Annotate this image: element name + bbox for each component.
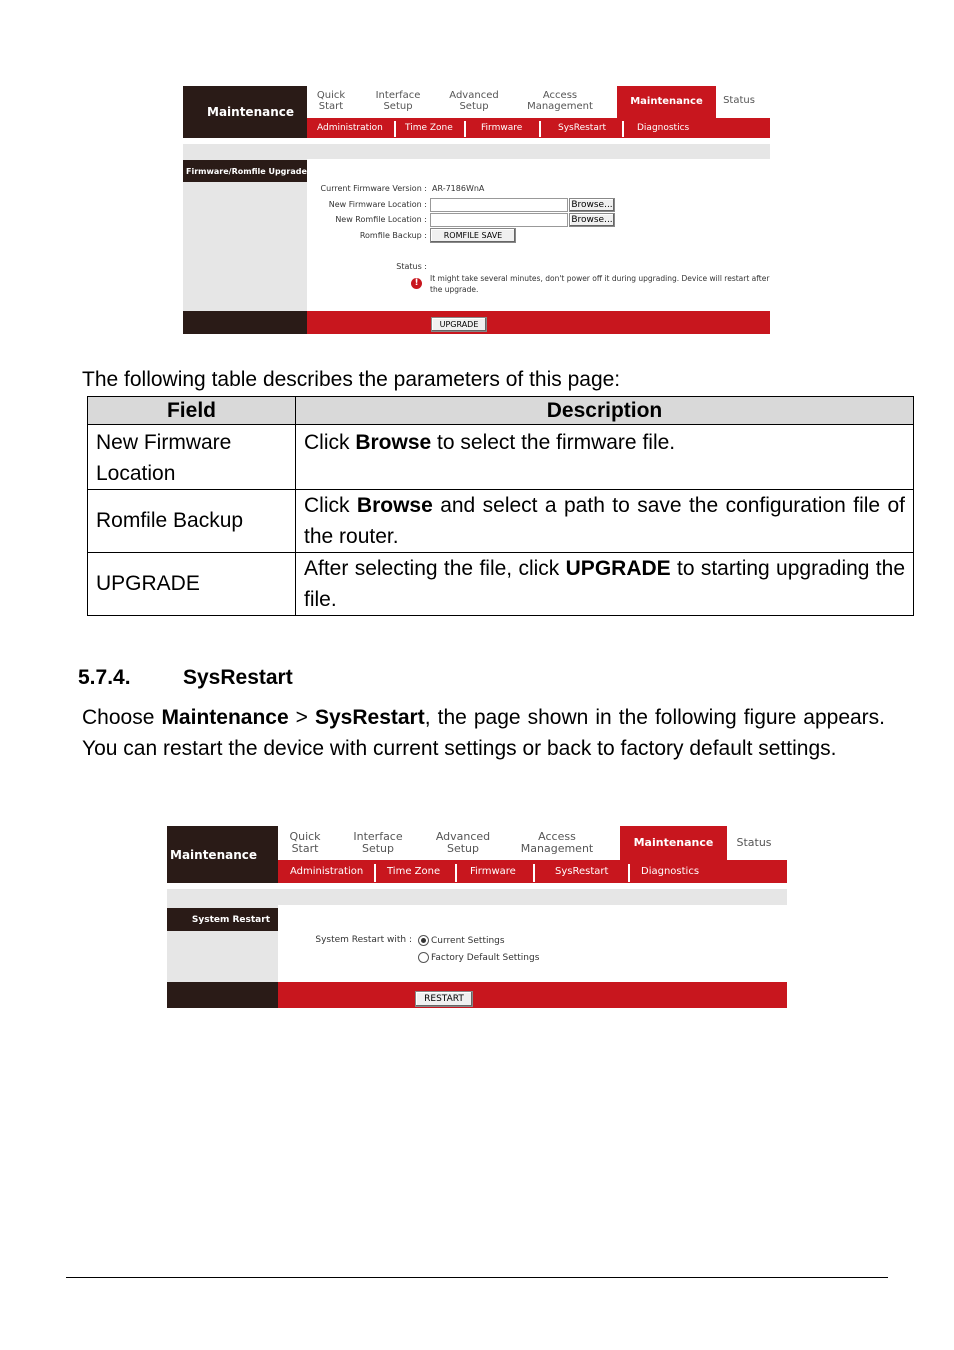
spacer-bar <box>167 889 787 905</box>
desc-text: After selecting the file, click <box>304 557 566 580</box>
status-message-line1: It might take several minutes, don't power off it during upgrading. Device will restart after <box>430 274 770 283</box>
sub-divider <box>533 864 535 882</box>
tab-line1: Access <box>542 90 578 101</box>
footer-bar <box>278 982 787 1008</box>
sub-divider <box>539 121 541 137</box>
restart-button[interactable]: RESTART <box>415 991 473 1007</box>
footer-left <box>167 982 278 1008</box>
tab-interface-setup[interactable] <box>348 831 408 854</box>
tab-line1: Interface <box>353 830 403 843</box>
tab-line2: Start <box>291 841 319 855</box>
para-text: , the page shown in the following figure appears. You can restart the device with current settings or back to factory default settings. <box>82 706 886 760</box>
para-bold: Maintenance <box>161 706 289 729</box>
subtab-administration[interactable]: Administration <box>317 123 383 133</box>
field-line: Location <box>96 462 176 485</box>
tab-line2: Start <box>318 100 344 112</box>
tab-line1: Quick <box>316 90 346 101</box>
header-field: Field <box>88 397 296 425</box>
header-description: Description <box>296 397 914 425</box>
subtab-diagnostics[interactable]: Diagnostics <box>637 123 690 133</box>
brand-text: Maintenance <box>170 847 258 862</box>
page-footer-rule <box>66 1277 888 1278</box>
section-number: 5.7.4. <box>78 666 131 689</box>
radio-current-settings[interactable] <box>418 935 429 946</box>
sub-divider <box>394 121 396 137</box>
new-romfile-input[interactable] <box>430 213 568 227</box>
brand-label <box>183 86 307 138</box>
tab-maintenance-label: Maintenance <box>633 836 714 850</box>
section-label-text: Firmware/Romfile Upgrade <box>186 166 307 176</box>
new-firmware-label: New Firmware Location : <box>328 200 427 209</box>
desc-bold: Browse <box>356 494 433 517</box>
tab-interface-setup[interactable] <box>369 91 427 112</box>
radio-dot <box>421 938 426 943</box>
warning-icon: ! <box>411 278 422 289</box>
tab-line2: Setup <box>361 841 395 855</box>
parameters-table <box>87 396 914 616</box>
section-label <box>183 160 307 182</box>
subtab-diagnostics[interactable]: Diagnostics <box>641 866 700 877</box>
para-bold: SysRestart <box>315 706 425 729</box>
sub-divider <box>464 121 466 137</box>
sysrestart-screenshot <box>167 826 787 1008</box>
browse-romfile-button[interactable]: Browse... <box>569 213 615 227</box>
section-label <box>167 908 278 931</box>
sub-divider <box>374 864 376 882</box>
tab-line1: Advanced <box>449 90 499 101</box>
subtab-time-zone[interactable]: Time Zone <box>387 866 441 877</box>
tab-maintenance-label: Maintenance <box>630 95 703 107</box>
sub-divider <box>628 864 630 882</box>
field-line: UPGRADE <box>96 572 200 595</box>
tab-line2: Setup <box>446 841 480 855</box>
subtab-sysrestart[interactable]: SysRestart <box>558 123 607 133</box>
table-header-row <box>88 397 914 425</box>
subtab-firmware[interactable]: Firmware <box>470 866 516 877</box>
desc-text: Click <box>304 494 357 517</box>
status-label: Status : <box>396 262 427 271</box>
field-cell <box>88 490 296 553</box>
firmware-upgrade-screenshot <box>183 86 770 334</box>
section-paragraph <box>82 702 885 764</box>
field-cell <box>88 425 296 490</box>
current-settings-label: Current Settings <box>431 936 505 946</box>
desc-bold: UPGRADE <box>565 557 671 580</box>
tab-line1: Quick <box>289 830 321 843</box>
browse-firmware-button[interactable]: Browse... <box>569 198 615 212</box>
tab-status-label: Status <box>736 836 772 849</box>
tab-line2: Setup <box>383 100 413 112</box>
subtab-sysrestart[interactable]: SysRestart <box>555 866 609 877</box>
tab-status[interactable] <box>733 837 775 849</box>
table-row <box>88 425 914 490</box>
radio-factory-default[interactable] <box>418 952 429 963</box>
sub-nav-bar <box>307 118 770 138</box>
tab-quick-start[interactable] <box>309 91 353 112</box>
tab-status-label: Status <box>723 95 755 106</box>
description-cell <box>296 490 914 553</box>
desc-text: to starting upgrading the file. <box>304 557 905 611</box>
new-romfile-label: New Romfile Location : <box>335 215 427 224</box>
tab-line1: Interface <box>375 90 421 101</box>
tab-line2: Management <box>527 100 593 112</box>
tab-access-management[interactable] <box>523 91 597 112</box>
section-title: SysRestart <box>183 666 293 689</box>
tab-maintenance[interactable] <box>617 86 716 118</box>
factory-default-label: Factory Default Settings <box>431 953 540 963</box>
brand-text: Maintenance <box>207 105 295 119</box>
subtab-firmware[interactable]: Firmware <box>481 123 523 133</box>
romfile-save-button[interactable]: ROMFILE SAVE <box>430 228 516 243</box>
para-text: Choose <box>82 706 162 729</box>
current-firmware-label: Current Firmware Version : <box>320 184 427 193</box>
new-firmware-input[interactable] <box>430 198 568 212</box>
field-line: Romfile Backup <box>96 509 244 532</box>
table-intro: The following table describes the parameters of this page: <box>82 368 621 391</box>
tab-line1: Access <box>538 830 576 843</box>
current-firmware-value: AR-7186WnA <box>432 184 485 193</box>
footer-bar <box>307 311 770 334</box>
tab-maintenance[interactable] <box>620 826 727 860</box>
brand-label <box>167 826 278 883</box>
tab-quick-start[interactable] <box>283 831 327 854</box>
tab-access-management[interactable] <box>517 831 597 854</box>
tab-line2: Management <box>520 841 594 855</box>
upgrade-button[interactable]: UPGRADE <box>431 317 487 332</box>
restart-with-label: System Restart with : <box>315 935 412 945</box>
sub-divider <box>622 121 624 137</box>
sub-nav-bar <box>278 860 787 883</box>
desc-text: Click <box>304 431 356 454</box>
subtab-time-zone[interactable]: Time Zone <box>405 123 453 133</box>
table-row <box>88 490 914 553</box>
sub-divider <box>455 864 457 882</box>
table-row <box>88 553 914 616</box>
tab-status[interactable] <box>719 96 759 107</box>
spacer-bar <box>183 144 770 159</box>
tab-line2: Setup <box>459 100 489 112</box>
section-label-text: System Restart <box>191 914 270 925</box>
field-line: New Firmware <box>96 431 232 454</box>
description-cell <box>296 425 914 490</box>
footer-left <box>183 311 307 334</box>
desc-text: and select a path to save the configuration file of the router. <box>304 494 905 548</box>
tab-advanced-setup[interactable] <box>430 831 496 854</box>
description-cell <box>296 553 914 616</box>
para-text: > <box>288 706 315 729</box>
field-cell <box>88 553 296 616</box>
tab-advanced-setup[interactable] <box>443 91 505 112</box>
subtab-administration[interactable]: Administration <box>290 866 364 877</box>
tab-line1: Advanced <box>435 830 491 843</box>
desc-text: to select the firmware file. <box>431 431 676 454</box>
status-message-line2: the upgrade. <box>430 285 479 294</box>
desc-bold: Browse <box>355 431 432 454</box>
romfile-backup-label: Romfile Backup : <box>359 231 427 240</box>
